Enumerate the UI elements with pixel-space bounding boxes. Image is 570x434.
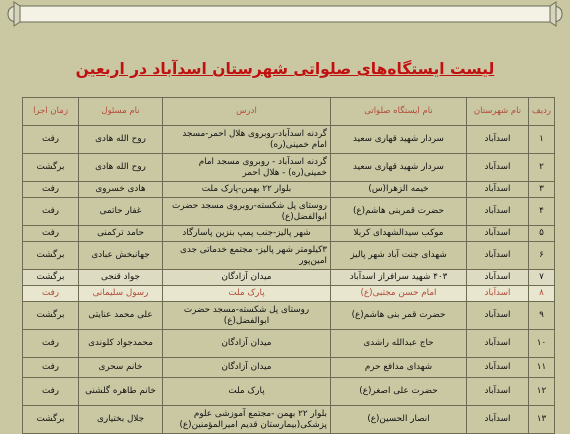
cell-time: رفت [23, 126, 79, 154]
cell-address: شهر پالیز-جنب پمپ بنزین پاسارگاد [163, 226, 331, 242]
cell-address: بلوار ۲۲ بهمن -مجتمع آموزشی علوم پزشکی(بیمارستان قدیم امیرالمؤمنین(ع) [163, 406, 331, 434]
col-header-row-number: ردیف [529, 98, 555, 126]
cell-number: ۴ [529, 198, 555, 226]
cell-city: اسدآباد [467, 182, 529, 198]
cell-number: ۱۰ [529, 330, 555, 358]
cell-manager: حامد ترکمنی [79, 226, 163, 242]
cell-manager: محمدجواد کلوندی [79, 330, 163, 358]
cell-city: اسدآباد [467, 406, 529, 434]
cell-time: رفت [23, 198, 79, 226]
cell-number: ۷ [529, 270, 555, 286]
table-row [23, 358, 555, 378]
cell-time: رفت [23, 358, 79, 378]
cell-station: خیمه الزهرا(س) [331, 182, 467, 198]
table-row [23, 126, 555, 154]
cell-station: حضرت علی اصغر(ع) [331, 378, 467, 406]
cell-station: امام حسن مجتبی(ع) [331, 286, 467, 302]
cell-manager: جهانبخش عبادی [79, 242, 163, 270]
cell-manager: رسول سلیمانی [79, 286, 163, 302]
table-row [23, 226, 555, 242]
cell-station: ۴۰۳ شهید سرافراز اسدآباد [331, 270, 467, 286]
cell-time: برگشت [23, 154, 79, 182]
col-header-manager: نام مسئول [79, 98, 163, 126]
cell-station: حضرت قمر بنی هاشم(ع) [331, 302, 467, 330]
cell-station: حضرت قمربنی هاشم(ع) [331, 198, 467, 226]
cell-address: ۳کیلومتر شهر پالیز- مجتمع خدماتی جدی امین‌پور [163, 242, 331, 270]
cell-manager: جواد قنجی [79, 270, 163, 286]
cell-address: پارک ملت [163, 286, 331, 302]
cell-city: اسدآباد [467, 154, 529, 182]
cell-time: برگشت [23, 406, 79, 434]
cell-time: رفت [23, 378, 79, 406]
table-row [23, 330, 555, 358]
cell-manager: خانم سحری [79, 358, 163, 378]
cell-address: میدان آزادگان [163, 330, 331, 358]
cell-station: شهدای مدافع حرم [331, 358, 467, 378]
cell-manager: خانم طاهره گلشنی [79, 378, 163, 406]
cell-time: رفت [23, 182, 79, 198]
stations-table [22, 97, 555, 434]
cell-time: رفت [23, 286, 79, 302]
cell-number: ۱۳ [529, 406, 555, 434]
cell-station: سردار شهید قهاری سعید [331, 126, 467, 154]
cell-station: سردار شهید قهاری سعید [331, 154, 467, 182]
table-row [23, 198, 555, 226]
cell-manager: هادی خسروی [79, 182, 163, 198]
cell-address: روستای پل شکسته-مسجد حضرت ابوالفضل(ع) [163, 302, 331, 330]
cell-city: اسدآباد [467, 198, 529, 226]
cell-address: میدان آزادگان [163, 358, 331, 378]
cell-manager: علی محمد عنایتی [79, 302, 163, 330]
cell-city: اسدآباد [467, 242, 529, 270]
cell-time: برگشت [23, 242, 79, 270]
cell-number: ۱ [529, 126, 555, 154]
cell-time: رفت [23, 330, 79, 358]
cell-address: گردنه اسدآباد-روبروی هلال احمر-مسجد امام خمینی(ره) [163, 126, 331, 154]
cell-city: اسدآباد [467, 226, 529, 242]
cell-station: شهدای جنت آباد شهر پالیز [331, 242, 467, 270]
cell-number: ۹ [529, 302, 555, 330]
cell-time: برگشت [23, 270, 79, 286]
page-title: لیست ایستگاه‌های صلواتی شهرستان اسدآباد در اربعین [75, 60, 495, 78]
col-header-station: نام ایستگاه صلواتی [331, 98, 467, 126]
table-row [23, 154, 555, 182]
cell-manager: روح الله هادی [79, 154, 163, 182]
cell-address: میدان آزادگان [163, 270, 331, 286]
table-row [23, 182, 555, 198]
table-row [23, 286, 555, 302]
col-header-time: زمان اجرا [23, 98, 79, 126]
cell-city: اسدآباد [467, 358, 529, 378]
cell-number: ۳ [529, 182, 555, 198]
cell-manager: روح الله هادی [79, 126, 163, 154]
cell-city: اسدآباد [467, 378, 529, 406]
scroll-banner-decoration [4, 0, 566, 30]
table-header-row [23, 98, 555, 126]
cell-time: برگشت [23, 302, 79, 330]
cell-city: اسدآباد [467, 286, 529, 302]
cell-station: حاج عبدالله راشدی [331, 330, 467, 358]
cell-station: انصار الحسین(ع) [331, 406, 467, 434]
cell-manager: جلال بختیاری [79, 406, 163, 434]
cell-city: اسدآباد [467, 302, 529, 330]
cell-number: ۸ [529, 286, 555, 302]
cell-address: روستای پل شکسته-روبروی مسجد حضرت ابوالفضل(ع) [163, 198, 331, 226]
col-header-city: نام شهرستان [467, 98, 529, 126]
table-row [23, 270, 555, 286]
cell-city: اسدآباد [467, 270, 529, 286]
cell-station: موکب سیدالشهدای کربلا [331, 226, 467, 242]
cell-address: پارک ملت [163, 378, 331, 406]
cell-time: رفت [23, 226, 79, 242]
table-row [23, 406, 555, 434]
cell-number: ۱۱ [529, 358, 555, 378]
table-row [23, 242, 555, 270]
cell-number: ۶ [529, 242, 555, 270]
cell-address: گردنه اسدآباد - روبروی مسجد امام خمینی(ره) - هلال احمر [163, 154, 331, 182]
cell-number: ۲ [529, 154, 555, 182]
cell-number: ۵ [529, 226, 555, 242]
table-row [23, 378, 555, 406]
cell-number: ۱۲ [529, 378, 555, 406]
col-header-address: ادرس [163, 98, 331, 126]
cell-city: اسدآباد [467, 126, 529, 154]
table-row [23, 302, 555, 330]
cell-manager: غفار حاتمی [79, 198, 163, 226]
cell-address: بلوار ۲۲ بهمن-پارک ملت [163, 182, 331, 198]
cell-city: اسدآباد [467, 330, 529, 358]
